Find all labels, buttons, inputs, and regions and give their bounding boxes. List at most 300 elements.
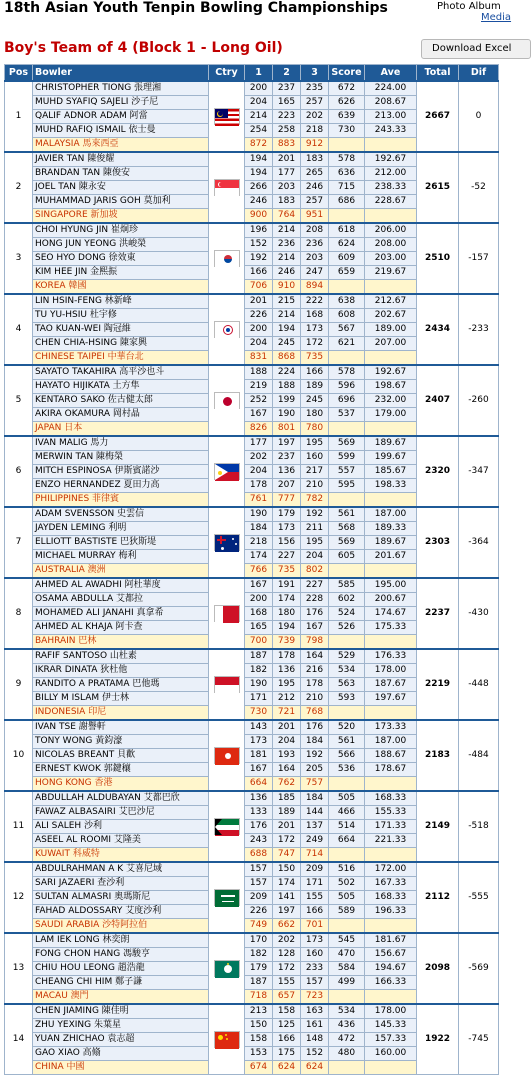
game-2-score: 141 [273, 891, 301, 905]
team-game-3: 780 [301, 422, 329, 437]
series-score: 520 [329, 720, 365, 735]
game-1-score: 204 [245, 337, 273, 351]
game-2-score: 214 [273, 309, 301, 323]
series-score: 537 [329, 408, 365, 422]
game-2-score: 155 [273, 976, 301, 990]
game-3-score: 210 [301, 692, 329, 706]
team-country-label: CHINESE TAIPEI 中華台北 [33, 351, 209, 366]
game-2-score: 245 [273, 337, 301, 351]
player-row [5, 933, 499, 948]
game-3-score: 217 [301, 465, 329, 479]
average: 219.67 [365, 266, 417, 280]
game-3-score: 160 [301, 948, 329, 962]
series-score: 536 [329, 763, 365, 777]
game-3-score: 257 [301, 96, 329, 110]
team-empty-score [329, 209, 365, 224]
game-3-score: 173 [301, 323, 329, 337]
bahrain-flag-icon [214, 605, 240, 622]
team-game-1: 700 [245, 635, 273, 650]
country-flag-icon [209, 152, 245, 223]
game-1-score: 200 [245, 81, 273, 96]
game-2-score: 201 [273, 152, 301, 167]
game-1-score: 209 [245, 891, 273, 905]
average: 185.67 [365, 465, 417, 479]
player-row [5, 152, 499, 167]
team-empty-ave [365, 138, 417, 153]
average: 198.33 [365, 479, 417, 493]
bowler-name: KIM HEE JIN 金熙振 [33, 266, 209, 280]
team-game-3: 894 [301, 280, 329, 295]
bowler-name: CHEN JIAMING 陳佳明 [33, 1004, 209, 1019]
game-3-score: 152 [301, 1047, 329, 1061]
team-total: 2237 [417, 578, 459, 649]
series-score: 505 [329, 791, 365, 806]
game-1-score: 226 [245, 309, 273, 323]
team-country-label: JAPAN 日本 [33, 422, 209, 437]
media-link[interactable]: Media [481, 12, 512, 23]
average: 243.33 [365, 124, 417, 138]
bowler-name: ERNEST KWOK 郭鍵穰 [33, 763, 209, 777]
col-header-game2: 2 [273, 65, 301, 82]
bowler-name: JOEL TAN 陳永安 [33, 181, 209, 195]
team-total: 2320 [417, 436, 459, 507]
country-flag-icon [209, 507, 245, 578]
game-3-score: 192 [301, 507, 329, 522]
game-3-score: 233 [301, 962, 329, 976]
game-3-score: 173 [301, 933, 329, 948]
team-empty-score [329, 422, 365, 437]
team-game-3: 912 [301, 138, 329, 153]
average: 178.00 [365, 1004, 417, 1019]
bowler-name: IVAN TSE 謝譽軒 [33, 720, 209, 735]
team-empty-ave [365, 635, 417, 650]
team-difference: -569 [459, 933, 499, 1004]
team-empty-ave [365, 493, 417, 508]
china-flag-icon [214, 1031, 240, 1048]
average: 188.67 [365, 749, 417, 763]
series-score: 472 [329, 1033, 365, 1047]
game-2-score: 214 [273, 252, 301, 266]
game-2-score: 215 [273, 294, 301, 309]
bowler-name: AHMED AL AWADHI 阿杜華度 [33, 578, 209, 593]
game-1-score: 143 [245, 720, 273, 735]
korea-flag-icon [214, 250, 240, 267]
team-empty-score [329, 280, 365, 295]
game-3-score: 164 [301, 649, 329, 664]
bowler-name: TU YU-HSIU 杜宇修 [33, 309, 209, 323]
bowler-name: IKRAR DINATA 狄杜他 [33, 664, 209, 678]
game-3-score: 171 [301, 877, 329, 891]
game-2-score: 180 [273, 607, 301, 621]
series-score: 639 [329, 110, 365, 124]
game-3-score: 216 [301, 664, 329, 678]
team-total: 2183 [417, 720, 459, 791]
bowler-name: NICOLAS BREANT 貝歡 [33, 749, 209, 763]
team-game-2: 762 [273, 777, 301, 792]
game-1-score: 187 [245, 649, 273, 664]
game-3-score: 155 [301, 891, 329, 905]
bowler-name: CHRISTOPHER TIONG 張理湘 [33, 81, 209, 96]
bowler-name: CHIU HOU LEONG 趙浩龍 [33, 962, 209, 976]
game-3-score: 247 [301, 266, 329, 280]
col-header-ctry: Ctry [209, 65, 245, 82]
game-3-score: 246 [301, 181, 329, 195]
team-empty-ave [365, 777, 417, 792]
team-position: 11 [5, 791, 33, 862]
download-excel-button[interactable]: Download Excel [421, 39, 531, 59]
game-2-score: 179 [273, 507, 301, 522]
series-score: 569 [329, 436, 365, 451]
game-2-score: 172 [273, 834, 301, 848]
game-3-score: 166 [301, 365, 329, 380]
team-total: 2149 [417, 791, 459, 862]
country-flag-icon [209, 720, 245, 791]
bowler-name: MUHD SYAFIQ SAJELI 沙子尼 [33, 96, 209, 110]
game-3-score: 205 [301, 763, 329, 777]
col-header-game1: 1 [245, 65, 273, 82]
team-game-3: 714 [301, 848, 329, 863]
average: 173.33 [365, 720, 417, 735]
bowler-name: KENTARO SAKO 佐古健太郎 [33, 394, 209, 408]
bowler-name: ELLIOTT BASTISTE 巴狄斯堤 [33, 536, 209, 550]
average: 175.33 [365, 621, 417, 635]
game-2-score: 197 [273, 436, 301, 451]
game-2-score: 193 [273, 749, 301, 763]
bowler-name: YUAN ZHICHAO 袁志超 [33, 1033, 209, 1047]
game-3-score: 195 [301, 536, 329, 550]
team-position: 2 [5, 152, 33, 223]
game-2-score: 158 [273, 1004, 301, 1019]
game-1-score: 179 [245, 962, 273, 976]
game-3-score: 160 [301, 451, 329, 465]
average: 201.67 [365, 550, 417, 564]
team-game-1: 872 [245, 138, 273, 153]
average: 176.33 [365, 649, 417, 664]
average: 167.33 [365, 877, 417, 891]
team-empty-ave [365, 919, 417, 934]
col-header-total: Total [417, 65, 459, 82]
average: 189.33 [365, 522, 417, 536]
team-empty-score [329, 138, 365, 153]
series-score: 578 [329, 365, 365, 380]
average: 208.67 [365, 96, 417, 110]
team-empty-score [329, 493, 365, 508]
average: 157.33 [365, 1033, 417, 1047]
average: 221.33 [365, 834, 417, 848]
team-empty-ave [365, 422, 417, 437]
team-difference: -52 [459, 152, 499, 223]
series-score: 589 [329, 905, 365, 919]
team-empty-ave [365, 706, 417, 721]
series-score: 609 [329, 252, 365, 266]
team-country-label: KOREA 韓國 [33, 280, 209, 295]
game-2-score: 178 [273, 649, 301, 664]
team-empty-score [329, 848, 365, 863]
game-2-score: 191 [273, 578, 301, 593]
team-game-2: 910 [273, 280, 301, 295]
average: 200.67 [365, 593, 417, 607]
team-game-3: 802 [301, 564, 329, 579]
indonesia-flag-icon [214, 676, 240, 693]
team-difference: -260 [459, 365, 499, 436]
bowler-name: HONG JUN YEONG 洪峻榮 [33, 238, 209, 252]
col-header-bowler: Bowler [33, 65, 209, 82]
team-game-3: 701 [301, 919, 329, 934]
series-score: 466 [329, 806, 365, 820]
team-difference: -518 [459, 791, 499, 862]
game-1-score: 218 [245, 536, 273, 550]
game-2-score: 174 [273, 877, 301, 891]
country-flag-icon [209, 933, 245, 1004]
average: 224.00 [365, 81, 417, 96]
average: 212.67 [365, 294, 417, 309]
bowler-name: FONG CHON HANG 馮駿亨 [33, 948, 209, 962]
series-score: 638 [329, 294, 365, 309]
series-score: 566 [329, 749, 365, 763]
average: 189.00 [365, 323, 417, 337]
game-3-score: 202 [301, 110, 329, 124]
game-3-score: 189 [301, 380, 329, 394]
game-1-score: 190 [245, 507, 273, 522]
game-1-score: 167 [245, 763, 273, 777]
game-1-score: 150 [245, 1019, 273, 1033]
team-game-3: 798 [301, 635, 329, 650]
average: 189.67 [365, 536, 417, 550]
team-game-3: 723 [301, 990, 329, 1005]
average: 160.00 [365, 1047, 417, 1061]
game-1-score: 176 [245, 820, 273, 834]
bowler-name: FAWAZ ALBASAIRI 艾巴沙尼 [33, 806, 209, 820]
game-3-score: 218 [301, 124, 329, 138]
team-game-3: 782 [301, 493, 329, 508]
team-game-1: 706 [245, 280, 273, 295]
team-difference: -555 [459, 862, 499, 933]
game-2-score: 175 [273, 1047, 301, 1061]
team-difference: -745 [459, 1004, 499, 1075]
team-total: 2407 [417, 365, 459, 436]
bowler-name: ZHU YEXING 朱葉星 [33, 1019, 209, 1033]
game-2-score: 212 [273, 692, 301, 706]
series-score: 624 [329, 238, 365, 252]
bowler-name: CHEANG CHI HIM 鄭子謙 [33, 976, 209, 990]
team-empty-score [329, 1061, 365, 1075]
country-flag-icon [209, 649, 245, 720]
game-1-score: 157 [245, 877, 273, 891]
game-1-score: 181 [245, 749, 273, 763]
bowler-name: ASEEL AL ROOMI 艾隆美 [33, 834, 209, 848]
series-score: 584 [329, 962, 365, 976]
hongkong-flag-icon [214, 747, 240, 764]
game-3-score: 210 [301, 479, 329, 493]
team-game-2: 868 [273, 351, 301, 366]
average: 232.00 [365, 394, 417, 408]
series-score: 672 [329, 81, 365, 96]
team-empty-score [329, 706, 365, 721]
average: 206.00 [365, 223, 417, 238]
team-game-3: 757 [301, 777, 329, 792]
team-country-label: SAUDI ARABIA 沙特阿拉伯 [33, 919, 209, 934]
bowler-name: SARI JAZAERI 查沙利 [33, 877, 209, 891]
average: 192.67 [365, 365, 417, 380]
player-row [5, 720, 499, 735]
team-total: 2303 [417, 507, 459, 578]
game-3-score: 195 [301, 436, 329, 451]
game-1-score: 167 [245, 578, 273, 593]
page-title: 18th Asian Youth Tenpin Bowling Championships [4, 0, 388, 16]
game-1-score: 173 [245, 735, 273, 749]
series-score: 578 [329, 152, 365, 167]
team-total: 2434 [417, 294, 459, 365]
team-position: 5 [5, 365, 33, 436]
series-score: 568 [329, 522, 365, 536]
game-3-score: 184 [301, 735, 329, 749]
team-game-2: 801 [273, 422, 301, 437]
team-total: 2667 [417, 81, 459, 152]
series-score: 659 [329, 266, 365, 280]
game-2-score: 197 [273, 905, 301, 919]
team-empty-ave [365, 990, 417, 1005]
team-game-3: 624 [301, 1061, 329, 1075]
average: 187.00 [365, 507, 417, 522]
game-1-score: 153 [245, 1047, 273, 1061]
average: 181.67 [365, 933, 417, 948]
team-position: 7 [5, 507, 33, 578]
player-row [5, 649, 499, 664]
game-3-score: 163 [301, 1004, 329, 1019]
game-2-score: 177 [273, 167, 301, 181]
country-flag-icon [209, 223, 245, 294]
team-game-3: 951 [301, 209, 329, 224]
photo-album-link[interactable]: Photo Album [437, 1, 501, 12]
bowler-name: CHEN CHIA-HSING 陳家興 [33, 337, 209, 351]
team-game-2: 735 [273, 564, 301, 579]
team-total: 2098 [417, 933, 459, 1004]
game-3-score: 192 [301, 749, 329, 763]
game-1-score: 243 [245, 834, 273, 848]
game-1-score: 194 [245, 152, 273, 167]
game-1-score: 167 [245, 408, 273, 422]
bowler-name: MUHD RAFIQ ISMAIL 依士曼 [33, 124, 209, 138]
bowler-name: SULTAN ALMASRI 奧瑪斯尼 [33, 891, 209, 905]
game-2-score: 174 [273, 593, 301, 607]
bowler-name: MERWIN TAN 陳梅榮 [33, 451, 209, 465]
series-score: 563 [329, 678, 365, 692]
game-1-score: 182 [245, 664, 273, 678]
country-flag-icon [209, 294, 245, 365]
bowler-name: LAM IEK LONG 林奕朗 [33, 933, 209, 948]
game-2-score: 172 [273, 962, 301, 976]
kuwait-flag-icon [214, 818, 240, 835]
team-game-1: 718 [245, 990, 273, 1005]
game-2-score: 201 [273, 820, 301, 834]
game-2-score: 190 [273, 408, 301, 422]
average: 199.67 [365, 451, 417, 465]
series-score: 545 [329, 933, 365, 948]
taipei-flag-icon [214, 321, 240, 338]
game-1-score: 182 [245, 948, 273, 962]
game-3-score: 144 [301, 806, 329, 820]
japan-flag-icon [214, 392, 240, 409]
team-game-2: 764 [273, 209, 301, 224]
average: 212.00 [365, 167, 417, 181]
game-3-score: 167 [301, 621, 329, 635]
game-3-score: 204 [301, 550, 329, 564]
team-country-label: INDONESIA 印尼 [33, 706, 209, 721]
series-score: 529 [329, 649, 365, 664]
average: 208.00 [365, 238, 417, 252]
team-position: 14 [5, 1004, 33, 1075]
game-3-score: 161 [301, 1019, 329, 1033]
team-game-2: 883 [273, 138, 301, 153]
bowler-name: TAO KUAN-WEI 陶冠維 [33, 323, 209, 337]
team-game-3: 735 [301, 351, 329, 366]
team-empty-score [329, 564, 365, 579]
team-country-label: KUWAIT 科威特 [33, 848, 209, 863]
country-flag-icon [209, 578, 245, 649]
average: 202.67 [365, 309, 417, 323]
philippines-flag-icon [214, 463, 240, 480]
game-2-score: 199 [273, 394, 301, 408]
game-1-score: 254 [245, 124, 273, 138]
team-country-label: PHILIPPINES 菲律賓 [33, 493, 209, 508]
game-2-score: 164 [273, 763, 301, 777]
col-header-score: Score [329, 65, 365, 82]
game-3-score: 257 [301, 195, 329, 209]
bowler-name: OSAMA ABDULLA 艾都拉 [33, 593, 209, 607]
game-2-score: 156 [273, 536, 301, 550]
team-game-1: 761 [245, 493, 273, 508]
team-difference: 0 [459, 81, 499, 152]
series-score: 480 [329, 1047, 365, 1061]
game-2-score: 246 [273, 266, 301, 280]
series-score: 561 [329, 507, 365, 522]
game-1-score: 200 [245, 593, 273, 607]
series-score: 516 [329, 862, 365, 877]
game-2-score: 136 [273, 664, 301, 678]
player-row [5, 294, 499, 309]
team-game-2: 657 [273, 990, 301, 1005]
game-2-score: 189 [273, 806, 301, 820]
game-2-score: 194 [273, 621, 301, 635]
series-score: 596 [329, 380, 365, 394]
game-2-score: 195 [273, 678, 301, 692]
team-total: 2615 [417, 152, 459, 223]
game-3-score: 245 [301, 394, 329, 408]
singapore-flag-icon [214, 179, 240, 196]
series-score: 534 [329, 664, 365, 678]
game-2-score: 173 [273, 522, 301, 536]
game-1-score: 214 [245, 110, 273, 124]
bowler-name: IVAN MALIG 馬力 [33, 436, 209, 451]
team-game-1: 664 [245, 777, 273, 792]
team-game-1: 900 [245, 209, 273, 224]
game-2-score: 236 [273, 238, 301, 252]
team-difference: -157 [459, 223, 499, 294]
team-empty-ave [365, 1061, 417, 1075]
average: 172.00 [365, 862, 417, 877]
col-header-game3: 3 [301, 65, 329, 82]
team-empty-score [329, 990, 365, 1005]
team-game-2: 747 [273, 848, 301, 863]
game-2-score: 204 [273, 735, 301, 749]
average: 168.33 [365, 891, 417, 905]
game-2-score: 165 [273, 96, 301, 110]
game-3-score: 249 [301, 834, 329, 848]
game-3-score: 176 [301, 607, 329, 621]
bowler-name: MITCH ESPINOSA 伊斯賓諾沙 [33, 465, 209, 479]
average: 213.00 [365, 110, 417, 124]
team-position: 13 [5, 933, 33, 1004]
